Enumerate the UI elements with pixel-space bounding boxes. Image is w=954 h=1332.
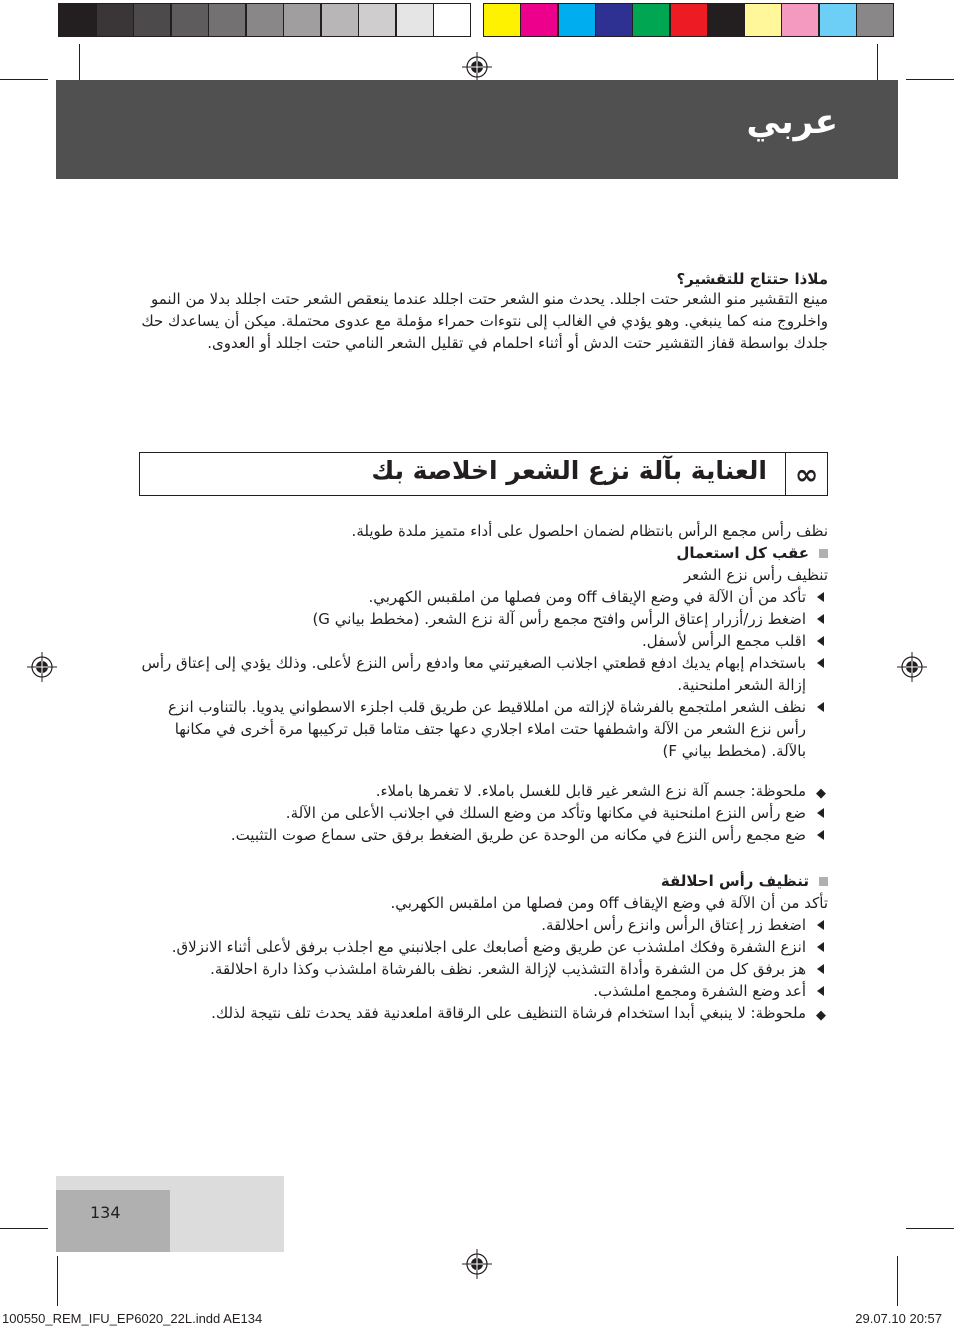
color-swatch — [595, 3, 633, 37]
color-swatch — [520, 3, 558, 37]
file-slug: 100550_REM_IFU_EP6020_22L.indd AE134 — [2, 1311, 263, 1326]
gray-swatch — [96, 3, 134, 37]
list-item: ضع رأس النزع املنحنية في مكانها وتأكد من وضع السلك في اجلانب الأعلى من الآلة. — [140, 802, 828, 824]
shaver-steps-list — [140, 914, 828, 1024]
list-item: باستخدام إبهام يديك ادفع قطعتي اجلانب الصغيرتني معا وادفع رأس النزع لأعلى. وذلك يؤدي إلى إعتاق رأس إزالة الشعر املنحنية. — [140, 652, 828, 696]
clean-head-label: تنظيف رأس نزع الشعر — [683, 566, 828, 584]
list-item: انزع الشفرة وفكك املشذب عن طريق وضع أصابعك على اجلانبني مع اجلذب برفق لأعلى أثناء الانزلاق. — [140, 936, 828, 958]
date-slug: 29.07.10 20:57 — [855, 1311, 942, 1326]
gray-swatch — [433, 3, 471, 37]
gray-swatch — [246, 3, 284, 37]
notes-and-steps-list — [140, 780, 828, 846]
crop-mark — [0, 1228, 48, 1229]
gray-swatch — [133, 3, 171, 37]
note-item: ◆ ملحوظة: جسم آلة نزع الشعر غير قابل للغسل باملاء. لا تغمرها باملاء. — [140, 780, 828, 802]
arrow-bullet-icon — [817, 614, 824, 624]
why-section — [140, 270, 828, 354]
gray-swatch — [58, 3, 96, 37]
gray-swatch — [171, 3, 209, 37]
crop-mark — [906, 1228, 954, 1229]
crop-mark — [877, 44, 878, 80]
care-section-title-box — [139, 452, 828, 496]
language-header — [56, 80, 898, 179]
arrow-bullet-icon — [817, 658, 824, 668]
arrow-bullet-icon — [817, 808, 824, 818]
arrow-bullet-icon — [817, 964, 824, 974]
care-intro: نظف رأس مجمع الرأس بانتظام لضمان احلصول على أداء متميز ملدة طويلة. — [351, 522, 828, 540]
gray-swatch — [396, 3, 434, 37]
care-section-body — [140, 520, 828, 1024]
why-heading: ملاذا حتتاج للتقشير؟ — [676, 270, 828, 288]
list-item: تأكد من أن الآلة في وضع الإيقاف off ومن فصلها من املقبس الكهربي. — [140, 586, 828, 608]
arrow-bullet-icon — [817, 942, 824, 952]
after-use-heading: عقب كل استعمال — [140, 542, 828, 564]
color-swatch — [819, 3, 857, 37]
arrow-bullet-icon — [817, 636, 824, 646]
crop-mark — [906, 79, 954, 80]
note-item: ◆ ملحوظة: لا ينبغي أبدا استخدام فرشاة التنظيف على الرقاقة املعدنية فقد يحدث تلف نتيجة لذلك. — [140, 1002, 828, 1024]
color-swatch — [670, 3, 708, 37]
color-swatch — [632, 3, 670, 37]
crop-mark — [79, 44, 80, 80]
arrow-bullet-icon — [817, 986, 824, 996]
arrow-bullet-icon — [817, 830, 824, 840]
list-item: أعد وضع الشفرة ومجمع املشذب. — [140, 980, 828, 1002]
note-diamond-icon: ◆ — [816, 1008, 826, 1023]
registration-mark-icon — [462, 52, 492, 82]
registration-mark-icon — [897, 652, 927, 682]
color-swatch — [707, 3, 745, 37]
crop-mark — [897, 1256, 898, 1306]
square-bullet-icon — [819, 877, 828, 886]
arrow-bullet-icon — [817, 920, 824, 930]
gray-swatch — [358, 3, 396, 37]
list-item: نظف الشعر املتجمع بالفرشاة لإزالته من امللاقيط عن طريق قلب اجلزء الاسطواني يدويا. بالتناوب انزع رأس نزع الشعر من الآلة واشطفها حتت املاء اجلاري دعها جتف متاما قبل تركيبها مرة أخرى في مكانها بالآلة. (مخطط بياني F) — [140, 696, 828, 762]
list-item: اقلب مجمع الرأس لأسفل. — [140, 630, 828, 652]
note-diamond-icon: ◆ — [816, 786, 826, 801]
why-paragraph: مينع التقشير منو الشعر حتت اجللد. يحدث منو الشعر حتت اجللد عندما ينعقص الشعر حتت اجللد بدلا من النمو واخلروج منه كما ينبغي. وهو يؤدي في الغالب إلى نتوءات حمراء مؤملة مع عدوى محتملة. ميكن أن يساعدك حك جلدك بواسطة قفاز التقشير حتت الدش أو أثناء احلمام في تقليل الشعر النامي حتت اجللد أو العدوى. — [141, 290, 828, 352]
gray-swatch — [283, 3, 321, 37]
gray-swatch — [208, 3, 246, 37]
cleaning-steps-list — [140, 586, 828, 762]
list-item: اضغط زر/أزرار إعتاق الرأس وافتح مجمع رأس آلة نزع الشعر. (مخطط بياني G) — [140, 608, 828, 630]
list-item: هز برفق كل من الشفرة وأداة التشذيب لإزالة الشعر. نظف بالفرشاة املشذب وكذا دارة احلالقة. — [140, 958, 828, 980]
square-bullet-icon — [819, 549, 828, 558]
list-item: اضغط زر إعتاق الرأس وانزع رأس احلالقة. — [140, 914, 828, 936]
arrow-bullet-icon — [817, 702, 824, 712]
crop-mark — [0, 79, 48, 80]
list-item: ضع مجمع رأس النزع في مكانه من الوحدة عن طريق الضغط برفق حتى سماع صوت التثبيت. — [140, 824, 828, 846]
color-swatch — [856, 3, 894, 37]
crop-mark — [57, 1256, 58, 1306]
shaver-intro: تأكد من أن الآلة في وضع الإيقاف off ومن فصلها من املقبس الكهربي. — [390, 894, 828, 912]
gray-swatch — [321, 3, 359, 37]
page-number: 134 — [90, 1203, 121, 1222]
color-swatch — [558, 3, 596, 37]
registration-mark-icon — [27, 652, 57, 682]
language-title: عربي — [746, 102, 838, 142]
shaver-heading: تنظيف رأس احلالقة — [140, 870, 828, 892]
care-section-title: العناية بآلة نزع الشعر اخلاصة بك — [371, 456, 767, 485]
color-swatch — [744, 3, 782, 37]
color-swatch — [483, 3, 521, 37]
infinity-icon: ∞ — [785, 453, 827, 495]
color-swatch — [781, 3, 819, 37]
registration-mark-icon — [462, 1249, 492, 1279]
arrow-bullet-icon — [817, 592, 824, 602]
